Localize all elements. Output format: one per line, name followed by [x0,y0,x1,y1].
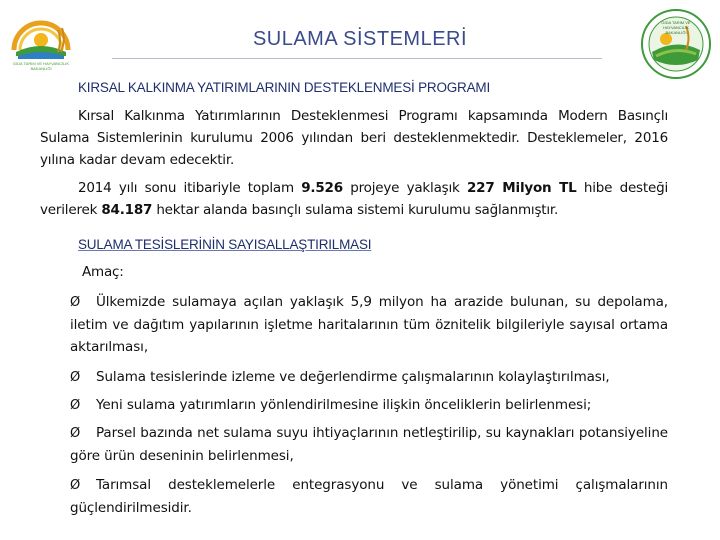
bullet-text: Sulama tesislerinde izleme ve değerlendirme çalışmalarının kolaylaştırılması, [96,369,610,385]
section-heading-rural-development: KIRSAL KALKINMA YATIRIMLARININ DESTEKLENMESİ PROGRAMI [78,80,491,95]
arrow-bullet-icon: Ø [70,295,81,310]
arrow-bullet-icon: Ø [70,478,81,493]
paragraph-program-intro: Kırsal Kalkınma Yatırımlarının Desteklenmesi Programı kapsamında Modern Basınçlı Sulama Sistemlerinin kurulumu 2006 yılından beri desteklenmektedir. Desteklemeler, 2016 yılına kadar devam edecektir. [40,108,668,168]
right-logo-caption: GIDA TARIM VE HAYVANCILIK BAKANLIĞI [661,20,691,35]
bullet-text: Yeni sulama yatırımların yönlendirilmesine ilişkin önceliklerin belirlenmesi; [96,397,592,413]
stat-text: 2014 yılı sonu itibariyle toplam [78,180,302,196]
section-heading-digitization: SULAMA TESİSLERİNİN SAYISALLAŞTIRILMASI [78,237,372,252]
stat-text: hektar alanda basınçlı sulama sistemi kurulumu sağlanmıştır. [152,202,559,218]
list-item [70,291,668,358]
paragraph-2014-statistics [40,177,668,221]
arrow-bullet-icon: Ø [70,398,81,413]
aim-label: Amaç: [82,264,124,280]
list-item [70,394,668,417]
stat-text: projeye yaklaşık [342,180,467,196]
arrow-bullet-icon: Ø [70,370,81,385]
bullet-text: Tarımsal desteklemelerle entegrasyonu ve sulama yönetimi çalışmalarının güçlendirilmesidir. [70,477,668,516]
list-item [70,474,668,519]
bullet-text: Parsel bazında net sulama suyu ihtiyaçlarının netleştirilip, su kaynakları potansiyeline göre ürün deseninin belirlenmesi, [70,425,668,464]
list-item [70,422,668,467]
stat-project-count: 9.526 [301,180,343,196]
left-logo-caption: GIDA TARIM VE HAYVANCILIK BAKANLIĞI [12,61,70,71]
bullet-text: Ülkemizde sulamaya açılan yaklaşık 5,9 milyon ha arazide bulunan, su depolama, iletim ve dağıtım yapılarının işletme haritalarının tüm öznitelik bilgileriyle sayısal ortama aktarılması, [70,294,668,355]
stat-grant-amount: 227 Milyon TL [466,180,577,196]
title-divider [112,58,602,59]
stat-text: hibe desteği verilerek [40,180,668,218]
list-item [70,366,668,389]
arrow-bullet-icon: Ø [70,426,81,441]
page-title: SULAMA SİSTEMLERİ [252,28,468,50]
stat-area-hectares: 84.187 [101,202,153,218]
